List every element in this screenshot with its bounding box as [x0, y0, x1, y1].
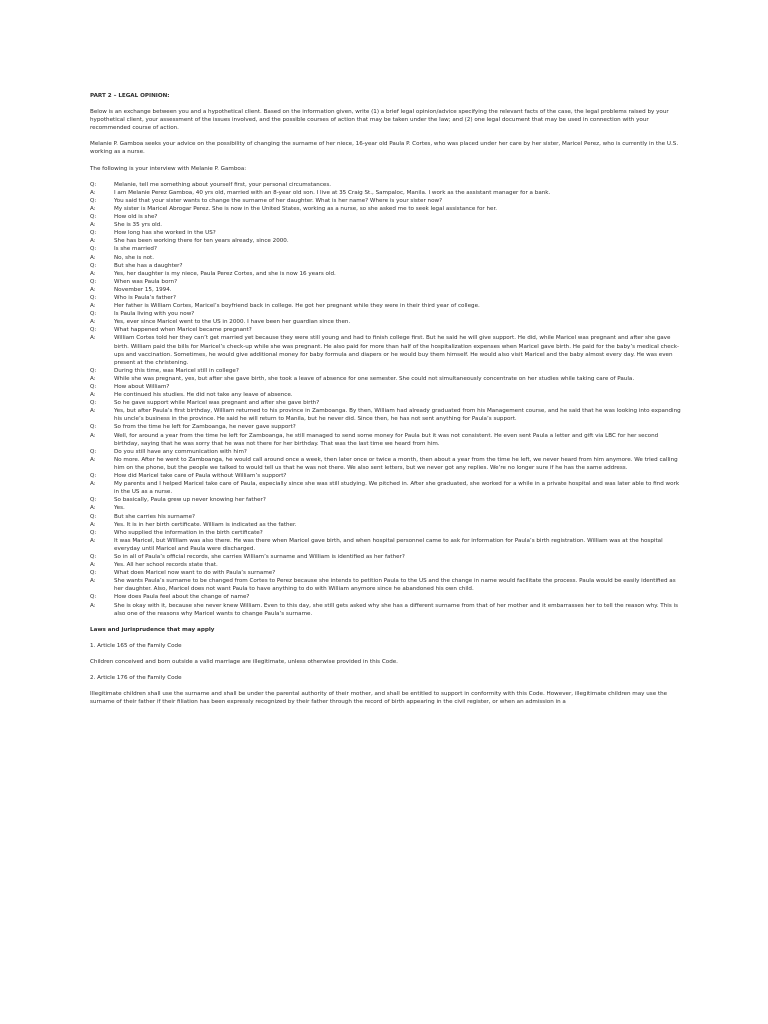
speaker-text: No, she is not. — [114, 254, 155, 261]
speaker-text: William Cortes told her they can’t get married yet because they were still young and had to finish college first. But he said he will give support. He did, while Maricel was pregnant and after she gave birth. William paid the bills for Maricel’s check-up while she was pregnant. He also paid for more than half of the hospitalization expenses when Maricel gave birth. He paid for the baby’s medical check-ups and vaccination. Sometimes, he would give additional money for baby formula and diapers or he would buy them himself. He would also visit Maricel and the baby almost every day. He was even present at the christening. — [114, 335, 680, 366]
speaker-text: Her father is William Cortes, Maricel’s boyfriend back in college. He got her pregnant while they were in their third year of college. — [114, 303, 480, 310]
interview-line — [90, 602, 682, 618]
speaker-text: Is Paula living with you now? — [114, 311, 195, 318]
speaker-text: How old is she? — [114, 214, 158, 221]
speaker-text: During this time, was Maricel still in college? — [114, 367, 239, 374]
speaker-label: A: — [90, 537, 96, 544]
speaker-text: Yes. It is in her birth certificate. William is indicated as the father. — [114, 521, 297, 528]
speaker-text: Yes, her daughter is my niece, Paula Perez Cortes, and she is now 16 years old. — [114, 270, 336, 277]
speaker-label: Q: — [90, 278, 97, 285]
intro-paragraph: Melanie P. Gamboa seeks your advice on the possibility of changing the surname of her niece, 16-year old Paula P. Cortes, who was placed under her care by her sister, Maricel Perez, who is currently in the U.S. working as a nurse. — [90, 141, 679, 156]
interview-line — [90, 496, 682, 504]
interview-line — [90, 480, 682, 496]
speaker-label: Q: — [90, 594, 97, 601]
speaker-text: My sister is Maricel Abrogar Perez. She is now in the United States, working as a nurse, so she asked me to seek legal assistance for her. — [114, 205, 498, 212]
speaker-label: Q: — [90, 327, 97, 334]
speaker-label: A: — [90, 254, 96, 261]
law-text: Illegitimate children shall use the surname and shall be under the parental authority of their mother, and shall be entitled to support in conformity with this Code. However, illegitimate children may use the surname of their father if their filiation has been expressly recognized by their father through the record of birth appearing in the civil register, or when an admission in a — [90, 691, 668, 706]
speaker-text: So basically, Paula grew up never knowing her father? — [114, 497, 266, 504]
interview-line — [90, 278, 682, 286]
speaker-text: Yes, ever since Maricel went to the US in 2000. I have been her guardian since then. — [114, 319, 351, 326]
interview-line — [90, 254, 682, 262]
speaker-text: He continued his studies. He did not take any leave of absence. — [114, 392, 293, 399]
speaker-text: What does Maricel now want to do with Paula’s surname? — [114, 570, 276, 577]
interview-line — [90, 229, 682, 237]
interview-line — [90, 221, 682, 229]
speaker-label: A: — [90, 408, 96, 415]
speaker-label: A: — [90, 432, 96, 439]
interview-line — [90, 391, 682, 399]
speaker-text: She wants Paula’s surname to be changed from Cortes to Perez because she intends to petition Paula to the US and the change in name would facilitate the process. Paula would be easily identified as her daughter. Also, Maricel does not want Paula to have anything to do with William anymore since he abandoned his own child. — [114, 578, 676, 593]
speaker-label: Q: — [90, 424, 97, 431]
speaker-label: A: — [90, 578, 96, 585]
interview-line — [90, 513, 682, 521]
speaker-text: But she carries his surname? — [114, 513, 196, 520]
speaker-label: A: — [90, 335, 96, 342]
interview-line — [90, 561, 682, 569]
interview-line — [90, 553, 682, 561]
interview-line — [90, 504, 682, 512]
speaker-label: Q: — [90, 473, 97, 480]
speaker-text: How does Paula feel about the change of name? — [114, 594, 250, 601]
speaker-text: Yes, but after Paula’s first birthday, William returned to his province in Zamboanga. By then, William had already graduated from his Management course, and he said that he was looking into expanding his uncle’s business in the province. He said he will return to Manila, but he never did. Since then, he has not sent anything for Paula’s support. — [114, 408, 681, 423]
speaker-text: She is 35 yrs old. — [114, 222, 163, 229]
speaker-label: Q: — [90, 214, 97, 221]
interview-line — [90, 286, 682, 294]
interview-line — [90, 189, 682, 197]
law-title: 2. Article 176 of the Family Code — [90, 675, 182, 681]
speaker-text: Do you still have any communication with him? — [114, 448, 247, 455]
interview-line — [90, 407, 682, 423]
interview-line — [90, 302, 682, 310]
speaker-label: A: — [90, 205, 96, 212]
speaker-label: Q: — [90, 294, 97, 301]
interview-line — [90, 569, 682, 577]
speaker-text: How did Maricel take care of Paula without William’s support? — [114, 473, 287, 480]
speaker-text: So from the time he left for Zamboanga, he never gave support? — [114, 424, 296, 431]
interview-line — [90, 432, 682, 448]
interview-line — [90, 262, 682, 270]
speaker-label: A: — [90, 521, 96, 528]
speaker-label: A: — [90, 562, 96, 569]
interview-line — [90, 375, 682, 383]
speaker-text: What happened when Maricel became pregnant? — [114, 327, 252, 334]
interview-transcript — [90, 181, 682, 618]
interview-line — [90, 472, 682, 480]
interview-line — [90, 423, 682, 431]
speaker-text: So in all of Paula’s official records, she carries William’s surname and William is identified as her father? — [114, 553, 405, 560]
interview-line — [90, 521, 682, 529]
speaker-text: Well, for around a year from the time he left for Zamboanga, he still managed to send some money for Paula but it was not consistent. He even sent Paula a letter and gift via LBC for her second birthday, saying that he was sorry that he was not there for her birthday. That was the last time we heard from him. — [114, 432, 659, 447]
speaker-label: A: — [90, 222, 96, 229]
speaker-text: I am Melanie Perez Gamboa, 40 yrs old, married with an 8-year old son. I live at 35 Craig St., Sampaloc, Manila. I work as the assistant manager for a bank. — [114, 189, 551, 196]
speaker-text: You said that your sister wants to change the surname of her daughter. What is her name? Where is your sister now? — [114, 197, 443, 204]
speaker-label: Q: — [90, 181, 97, 188]
speaker-text: Is she married? — [114, 246, 157, 253]
interview-line — [90, 197, 682, 205]
speaker-text: Yes. All her school records state that. — [114, 562, 218, 569]
interview-line — [90, 270, 682, 278]
speaker-text: So he gave support while Maricel was pregnant and after she gave birth? — [114, 400, 320, 407]
speaker-text: But she has a daughter? — [114, 262, 183, 269]
interview-line — [90, 399, 682, 407]
speaker-label: Q: — [90, 448, 97, 455]
speaker-text: While she was pregnant, yes, but after she gave birth, she took a leave of absence for one semester. She could not simultaneously concentrate on her studies while taking care of Paula. — [114, 375, 635, 382]
speaker-label: A: — [90, 286, 96, 293]
intro-paragraph: Below is an exchange between you and a hypothetical client. Based on the information given, write (1) a brief legal opinion/advice specifying the relevant facts of the case, the legal problems raised by your hypothetical client, your assessment of the issues involved, and the possible courses of action that may be taken under the law; and (2) one legal document that may be used in connection with your recommended course of action. — [90, 109, 669, 132]
document-page — [90, 92, 682, 714]
speaker-text: It was Maricel, but William was also there. He was there when Maricel gave birth, and when hospital personnel came to ask for information for Paula’s birth registration. William was at the hospital everyday until Maricel and Paula were discharged. — [114, 537, 663, 552]
section-heading: PART 2 – LEGAL OPINION: — [90, 93, 170, 99]
speaker-text: Melanie, tell me something about yourself first, your personal circumstances. — [114, 181, 332, 188]
speaker-text: No more. After he went to Zamboanga, he would call around once a week, then later once or twice a month, then about a year from the time he left, we never heard from him anymore. We tried calling him on the phone, but the people we talked to would tell us that he was not there. We also sent letters, but we never got any replies. We’re no longer sure if he has the same address. — [114, 456, 678, 471]
speaker-label: A: — [90, 481, 96, 488]
interview-line — [90, 537, 682, 553]
speaker-label: A: — [90, 392, 96, 399]
speaker-text: Who is Paula’s father? — [114, 294, 176, 301]
speaker-label: Q: — [90, 230, 97, 237]
speaker-text: How about William? — [114, 384, 170, 390]
law-title: 1. Article 165 of the Family Code — [90, 642, 182, 649]
speaker-label: A: — [90, 602, 96, 609]
speaker-label: Q: — [90, 246, 97, 253]
interview-line — [90, 205, 682, 213]
speaker-label: Q: — [90, 497, 97, 504]
speaker-text: She has been working there for ten years already, since 2000. — [114, 238, 289, 245]
speaker-label: Q: — [90, 400, 97, 407]
interview-line — [90, 383, 682, 391]
speaker-text: She is okay with it, because she never knew William. Even to this day, she still gets asked why she has a different surname from that of her mother and it embarrasses her to tell the reason why. This is also one of the reasons why Maricel wants to change Paula’s surname. — [114, 602, 678, 617]
interview-line — [90, 577, 682, 593]
interview-line — [90, 334, 682, 366]
speaker-label: Q: — [90, 513, 97, 520]
speaker-label: Q: — [90, 311, 97, 318]
speaker-text: My parents and I helped Maricel take care of Paula, especially since she was still studying. We pitched in. After she graduated, she worked for a while in a private hospital and was later able to find work in the US as a nurse. — [114, 481, 680, 496]
interview-line — [90, 448, 682, 456]
interview-line — [90, 245, 682, 253]
interview-line — [90, 529, 682, 537]
speaker-text: How long has she worked in the US? — [114, 230, 216, 237]
interview-line — [90, 310, 682, 318]
speaker-label: Q: — [90, 262, 97, 269]
speaker-text: Who supplied the information in the birth certificate? — [114, 529, 263, 536]
interview-line — [90, 367, 682, 375]
speaker-text: When was Paula born? — [114, 278, 178, 285]
speaker-label: A: — [90, 319, 96, 326]
speaker-label: Q: — [90, 367, 97, 374]
interview-line — [90, 237, 682, 245]
interview-line — [90, 318, 682, 326]
speaker-label: Q: — [90, 197, 97, 204]
interview-line — [90, 326, 682, 334]
interview-line — [90, 294, 682, 302]
interview-line — [90, 456, 682, 472]
laws-heading: Laws and jurisprudence that may apply — [90, 626, 215, 633]
speaker-label: A: — [90, 238, 96, 245]
speaker-text: Yes. — [114, 505, 125, 512]
speaker-text: November 15, 1994. — [114, 286, 172, 293]
speaker-label: A: — [90, 270, 96, 277]
speaker-label: A: — [90, 456, 96, 463]
interview-line — [90, 593, 682, 601]
speaker-label: A: — [90, 303, 96, 310]
speaker-label: A: — [90, 375, 96, 382]
interview-line — [90, 181, 682, 189]
law-text: Children conceived and born outside a valid marriage are illegitimate, unless otherwise provided in this Code. — [90, 658, 398, 665]
speaker-label: A: — [90, 189, 96, 196]
speaker-label: A: — [90, 505, 96, 512]
speaker-label: Q: — [90, 553, 97, 560]
speaker-label: Q: — [90, 570, 97, 577]
speaker-label: Q: — [90, 529, 97, 536]
intro-paragraph: The following is your interview with Melanie P. Gamboa: — [90, 165, 247, 172]
interview-line — [90, 213, 682, 221]
speaker-label: Q: — [90, 384, 97, 390]
